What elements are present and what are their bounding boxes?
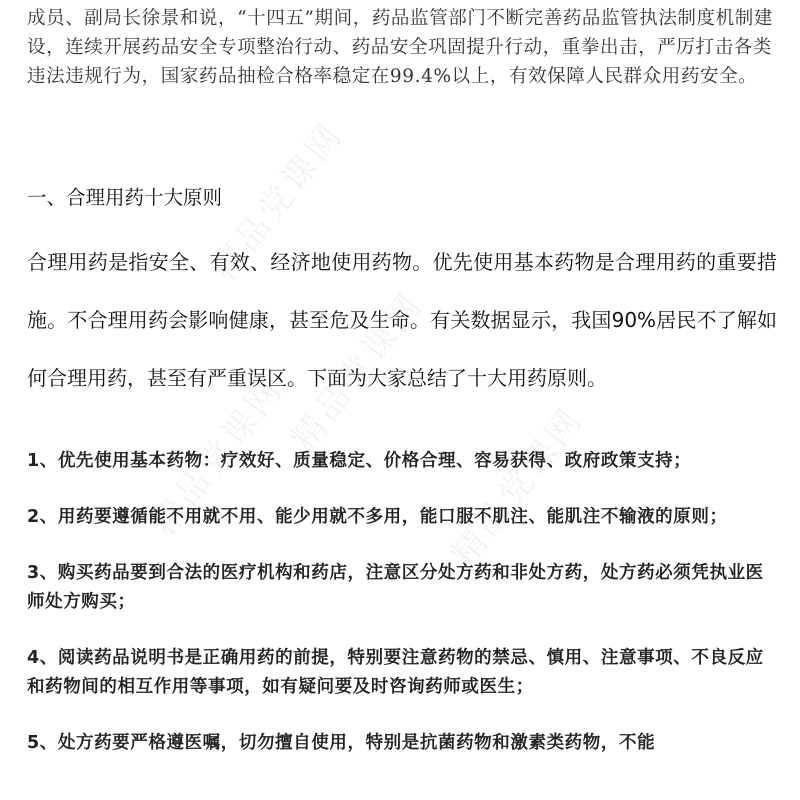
principle-item: 2、用药要遵循能不用就不用、能少用就不多用，能口服不肌注、能肌注不输液的原则； xyxy=(27,507,728,527)
principle-item: 4、阅读药品说明书是正确用药的前提，特别要注意药物的禁忌、慎用、注意事项、不良反应和药物间的相互作用等事项，如有疑问要及时咨询药师或医生； xyxy=(27,648,764,697)
principle-item: 1、优先使用基本药物：疗效好、质量稳定、价格合理、容易获得、政府政策支持； xyxy=(27,451,692,471)
principle-item: 5、处方药要严格遵医嘱，切勿擅自使用，特别是抗菌药物和激素类药物，不能 xyxy=(27,733,656,753)
watermark: 精品党课网 xyxy=(143,369,293,544)
watermark: 精品党课网 xyxy=(203,114,353,289)
intro-paragraph: 成员、副局长徐景和说，“十四五”期间，药品监管部门不断完善药品监管执法制度机制建设，连续开展药品安全专项整治行动、药品安全巩固提升行动，重拳出击，严厉打击各类违法违规行为，国家药品抽检合格率稳定在99.4%以上，有效保障人民群众用药安全。 xyxy=(27,8,773,87)
watermark: 精品党课网 xyxy=(443,399,593,574)
principle-item: 3、购买药品要到合法的医疗机构和药店，注意区分处方药和非处方药，处方药必须凭执业医师处方购买； xyxy=(27,563,764,612)
watermark: 精品党课网 xyxy=(283,284,433,459)
section-summary: 合理用药是指安全、有效、经济地使用药物。优先使用基本药物是合理用药的重要措施。不合理用药会影响健康，甚至危及生命。有关数据显示，我国90%居民不了解如何合理用药，甚至有严重误区。下面为大家总结了十大用药原则。 xyxy=(27,250,777,390)
section-heading: 一、合理用药十大原则 xyxy=(27,186,223,209)
principles-list xyxy=(27,447,779,785)
